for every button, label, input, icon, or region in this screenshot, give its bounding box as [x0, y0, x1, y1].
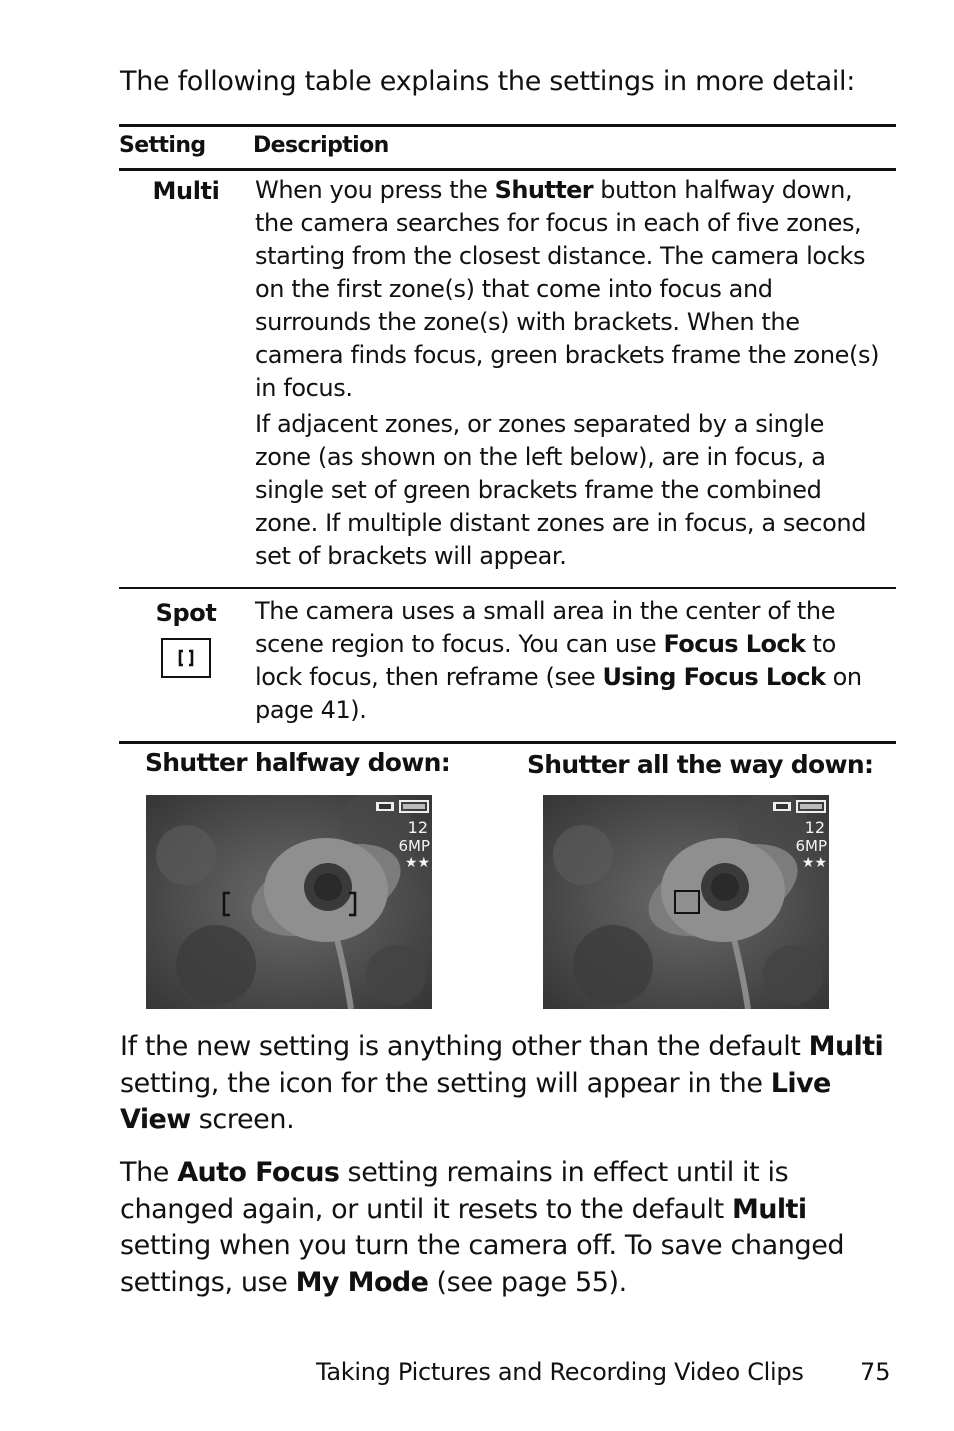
resolution-label: 6MP: [795, 837, 827, 855]
quality-stars-icon: ★★: [404, 855, 430, 871]
text-run: to lock focus, then reframe (see: [255, 630, 836, 691]
term-my-mode: My Mode: [295, 1266, 429, 1298]
table-row-spot: [119, 588, 896, 743]
intro-text: The following table explains the settings in more detail:: [120, 66, 856, 97]
text-run: on page 41).: [255, 663, 862, 724]
text-run: The: [120, 1157, 178, 1188]
shots-remaining: 12: [407, 818, 428, 837]
link-using-focus-lock: Using Focus Lock: [602, 663, 826, 691]
term-multi: Multi: [731, 1193, 807, 1225]
header-description: Description: [253, 126, 896, 170]
text-run: The camera uses a small area in the center of the scene region to focus. You can use: [255, 597, 836, 658]
text-run: button halfway down, the camera searches for focus in each of five zones, starting from the closest distance. The camera locks on the first zone(s) that come into focus and surrounds the zone(s) with brackets. When the camera finds focus, green brackets frame the zone(s) in focus.: [255, 176, 880, 402]
resolution-label: 6MP: [398, 837, 430, 855]
multi-paragraph-1: [255, 174, 886, 405]
settings-table: [119, 124, 896, 744]
header-setting: Setting: [119, 126, 253, 170]
shots-remaining: 12: [804, 818, 825, 837]
photo-halfway: [146, 795, 432, 1009]
spot-focus-icon: [161, 638, 211, 678]
text-run: setting when you turn the camera off. To save changed settings, use: [120, 1230, 845, 1298]
setting-name-spot: Spot: [155, 599, 217, 627]
table-row-multi: [119, 170, 896, 589]
body-paragraph-2: [120, 1155, 895, 1301]
multi-paragraph-2: If adjacent zones, or zones separated by a single zone (as shown on the left below), are in focus, a single set of green brackets frame the combined zone. If multiple distant zones are in focus, a second set of brackets will appear.: [255, 410, 867, 570]
term-shutter: Shutter: [494, 176, 593, 204]
table-header-row: [119, 126, 896, 170]
footer-section-title: Taking Pictures and Recording Video Clips: [316, 1358, 804, 1386]
term-live-view: Live View: [120, 1067, 831, 1135]
setting-name-multi: Multi: [119, 170, 253, 589]
text-run: setting, the icon for the setting will appear in the: [120, 1067, 771, 1099]
description-spot: [253, 588, 896, 743]
quality-stars-icon: ★★: [801, 855, 827, 871]
term-auto-focus: Auto Focus: [177, 1157, 340, 1188]
photo-all-the-way: [543, 795, 829, 1009]
text-run: setting remains in effect until it is changed again, or until it resets to the default: [120, 1157, 789, 1225]
page-number: 75: [860, 1358, 891, 1386]
memory-card-icon: [376, 802, 394, 811]
caption-halfway: Shutter halfway down:: [145, 748, 451, 777]
description-multi: [253, 170, 896, 589]
text-run: screen.: [190, 1104, 295, 1135]
setting-cell-spot: [119, 588, 253, 743]
text-run: (see page 55).: [428, 1266, 627, 1298]
text-run: When you press the: [255, 176, 495, 204]
memory-card-icon: [773, 802, 791, 811]
text-run: If the new setting is anything other than the default: [120, 1031, 809, 1062]
caption-all-the-way: Shutter all the way down:: [527, 750, 874, 779]
term-focus-lock: Focus Lock: [663, 630, 806, 658]
term-multi: Multi: [808, 1031, 884, 1062]
body-paragraph-1: [120, 1029, 895, 1139]
